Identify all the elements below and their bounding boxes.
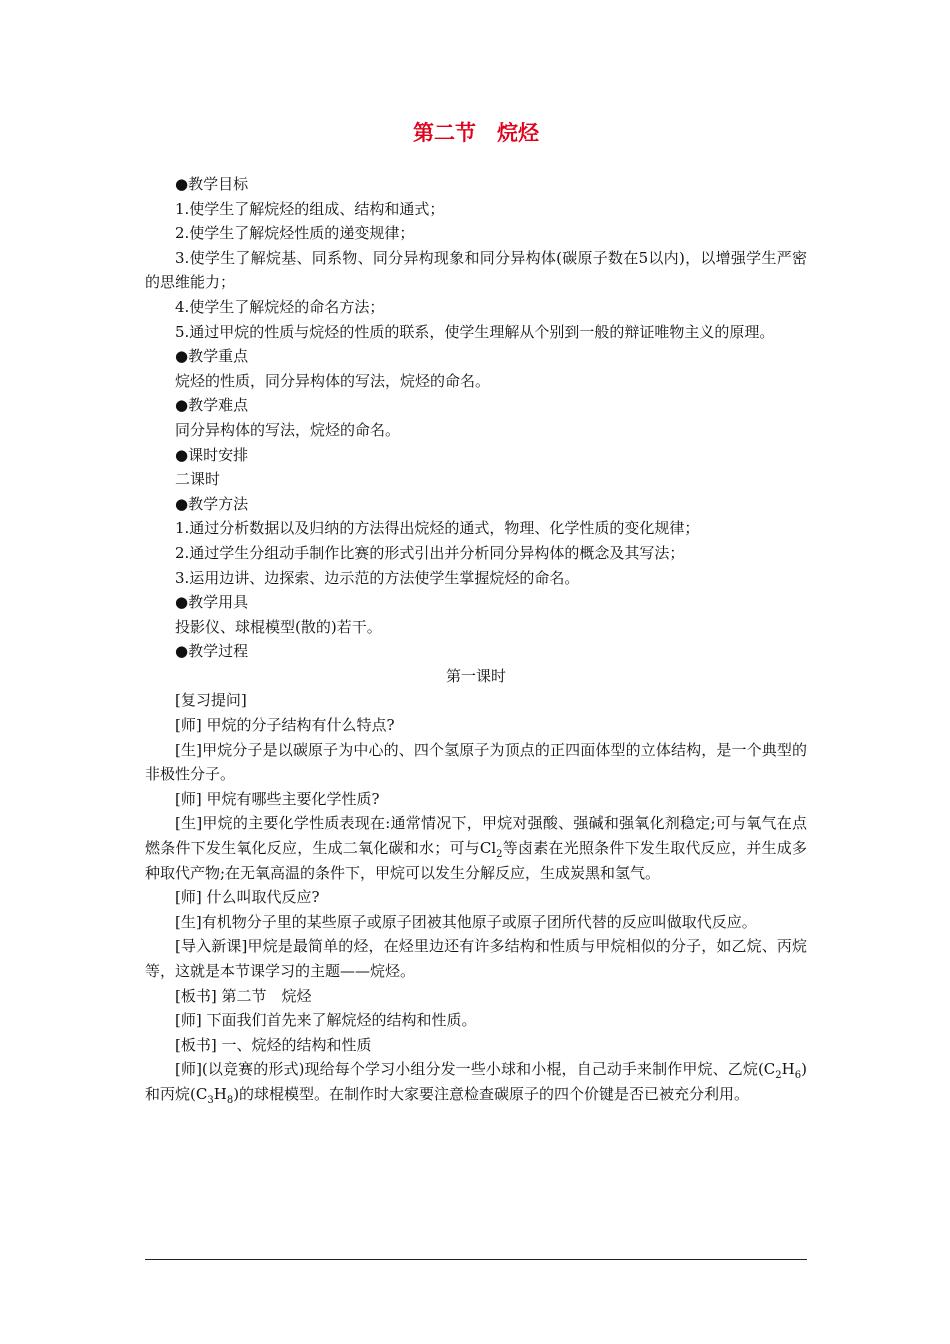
subscript: 3 [207, 1094, 214, 1106]
dialog-teacher-4: [师] 下面我们首先来了解烷烃的结构和性质。 [175, 1011, 477, 1030]
subscript: 2 [496, 849, 503, 861]
text-segment: [生]甲烷的主要化学性质表现在:通常情况下，甲烷对强酸、强碱和强氧化剂稳定;可与氧气在点燃条件下发生氧化反应，生成二氧化碳和水；可与Cl [145, 814, 807, 858]
dialog-teacher-5 [145, 1057, 807, 1106]
method-2: 2.通过学生分组动手制作比赛的形式引出并分析同分异构体的概念及其写法； [175, 543, 685, 562]
heading-teaching-goals: ●教学目标 [175, 175, 249, 193]
document-page [145, 118, 807, 1107]
section-title: 第二节 烷烃 [413, 121, 539, 145]
dialog-student-3: [生]有机物分子里的某些原子或原子团被其他原子或原子团所代替的反应叫做取代反应。 [175, 912, 757, 931]
schedule-text: 二课时 [175, 470, 221, 489]
method-3: 3.运用边讲、边探索、边示范的方法使学生掌握烷烃的命名。 [175, 568, 580, 587]
heading-difficulties: ●教学难点 [175, 396, 249, 415]
heading-methods: ●教学方法 [175, 494, 249, 513]
method-1: 1.通过分析数据以及归纳的方法得出烷烃的通式，物理、化学性质的变化规律； [175, 519, 700, 538]
tools-text: 投影仪、球棍模型(散的)若干。 [175, 617, 382, 636]
key-points-text: 烷烃的性质，同分异构体的写法，烷烃的命名。 [175, 371, 491, 390]
heading-schedule: ●课时安排 [175, 445, 249, 464]
dialog-student-2 [145, 811, 807, 885]
goal-1: 1.使学生了解烷烃的组成、结构和通式； [175, 199, 445, 218]
text-segment: 等卤素在光照条件下发生取代反应，并生成多种取代产物;在无氧高温的条件下，甲烷可以发生分解反应，生成炭黑和氢气。 [145, 839, 807, 882]
text-segment: )和丙烷(C [145, 1060, 807, 1103]
heading-key-points: ●教学重点 [175, 347, 249, 366]
dialog-intro: [导入新课]甲烷是最简单的烃，在烃里边还有许多结构和性质与甲烷相似的分子，如乙烷、丙烷等，这就是本节课学习的主题——烷烃。 [145, 937, 807, 980]
board-note-2: [板书] 一、烷烃的结构和性质 [175, 1035, 372, 1054]
goal-2: 2.使学生了解烷烃性质的递变规律； [175, 224, 415, 243]
text-segment: [师](以竞赛的形式)现给每个学习小组分发一些小球和小棍，自己动手来制作甲烷、乙烷(C [175, 1060, 776, 1079]
dialog-student-1: [生]甲烷分子是以碳原子为中心的、四个氢原子为顶点的正四面体型的立体结构，是一个典型的非极性分子。 [145, 740, 807, 784]
text-segment: )的球棍模型。在制作时大家要注意检查碳原子的四个价键是否已被充分利用。 [233, 1084, 750, 1103]
subscript: 6 [794, 1070, 802, 1082]
subscript: 8 [226, 1094, 234, 1106]
dialog-teacher-2: [师] 甲烷有哪些主要化学性质? [175, 789, 380, 808]
dialog-teacher-3: [师] 什么叫取代反应? [175, 888, 320, 907]
heading-tools: ●教学用具 [175, 593, 249, 612]
dialog-teacher-1: [师] 甲烷的分子结构有什么特点? [175, 716, 395, 735]
goal-4: 4.使学生了解烷烃的命名方法； [175, 297, 385, 316]
difficulties-text: 同分异构体的写法，烷烃的命名。 [175, 420, 401, 439]
footer-divider [145, 1259, 807, 1260]
subscript: 2 [775, 1070, 782, 1082]
goal-5: 5.通过甲烷的性质与烷烃的性质的联系，使学生理解从个别到一般的辩证唯物主义的原理。 [175, 322, 775, 341]
lesson-heading: 第一课时 [445, 666, 506, 685]
board-note-1: [板书] 第二节 烷烃 [175, 986, 312, 1005]
dialog-review: [复习提问] [175, 691, 247, 710]
heading-process: ●教学过程 [175, 642, 249, 661]
goal-3: 3.使学生了解烷基、同系物、同分异构现象和同分异构体(碳原子数在5以内)，以增强学生严密的思维能力； [145, 248, 807, 292]
text-segment: H [781, 1060, 795, 1079]
text-segment: H [213, 1084, 227, 1103]
